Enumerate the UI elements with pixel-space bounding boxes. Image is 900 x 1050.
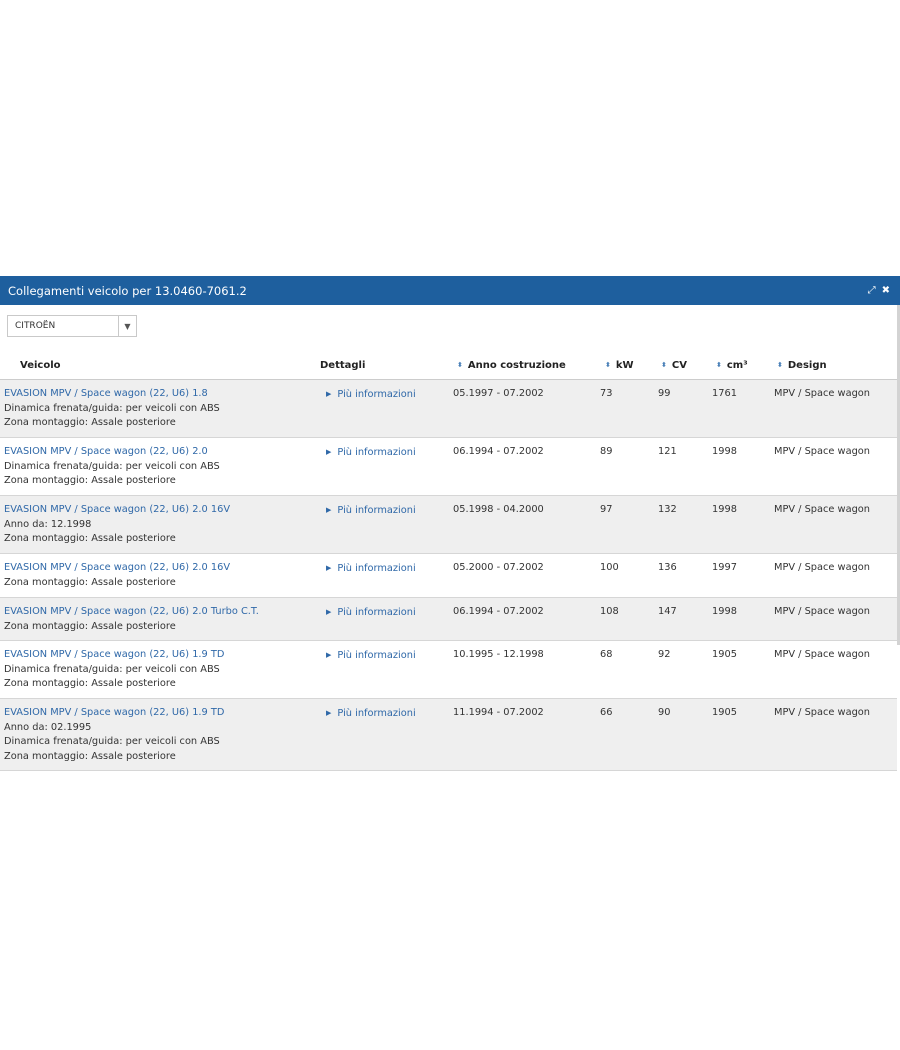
more-info-link[interactable] bbox=[326, 706, 416, 722]
more-info-link[interactable] bbox=[326, 387, 416, 403]
design-cell: MPV / Space wagon bbox=[774, 446, 870, 457]
vehicle-name-link[interactable]: EVASION MPV / Space wagon (22, U6) 1.9 TD bbox=[4, 707, 225, 718]
vehicle-cell bbox=[4, 445, 220, 489]
caret-right-icon: ▶ bbox=[326, 608, 332, 616]
more-info-link[interactable] bbox=[326, 561, 416, 577]
displacement-cell: 1997 bbox=[712, 562, 737, 573]
header-design[interactable] bbox=[777, 360, 827, 371]
dialog-controls bbox=[868, 286, 900, 296]
kw-cell: 100 bbox=[600, 562, 619, 573]
year-range-cell: 06.1994 - 07.2002 bbox=[453, 446, 544, 457]
year-range-cell: 05.1997 - 07.2002 bbox=[453, 388, 544, 399]
design-cell: MPV / Space wagon bbox=[774, 649, 870, 660]
more-info-label: Più informazioni bbox=[337, 447, 416, 458]
more-info-link[interactable] bbox=[326, 648, 416, 664]
manufacturer-select-value: CITROËN bbox=[15, 321, 56, 331]
caret-right-icon: ▶ bbox=[326, 448, 332, 456]
header-cv-label: CV bbox=[671, 360, 687, 371]
header-kw-label: kW bbox=[615, 360, 634, 371]
more-info-label: Più informazioni bbox=[337, 650, 416, 661]
kw-cell: 66 bbox=[600, 707, 613, 718]
vehicle-detail-line: Zona montaggio: Assale posteriore bbox=[4, 576, 176, 588]
manufacturer-select[interactable] bbox=[7, 315, 137, 337]
vehicle-detail-line: Zona montaggio: Assale posteriore bbox=[4, 533, 176, 545]
header-kw[interactable] bbox=[605, 360, 634, 371]
cv-cell: 99 bbox=[658, 388, 671, 399]
chevron-down-icon[interactable]: ▼ bbox=[118, 316, 136, 336]
year-range-cell: 05.1998 - 04.2000 bbox=[453, 504, 544, 515]
vehicle-detail-line: Dinamica frenata/guida: per veicoli con ABS bbox=[4, 460, 220, 472]
vehicle-name-link[interactable]: EVASION MPV / Space wagon (22, U6) 1.9 TD bbox=[4, 649, 225, 660]
vehicle-name-link[interactable]: EVASION MPV / Space wagon (22, U6) 2.0 Turbo C.T. bbox=[4, 606, 259, 617]
header-dettagli: Dettagli bbox=[320, 360, 366, 371]
year-range-cell: 10.1995 - 12.1998 bbox=[453, 649, 544, 660]
header-anno-label: Anno costruzione bbox=[467, 360, 566, 371]
dialog-titlebar bbox=[0, 276, 900, 305]
kw-cell: 73 bbox=[600, 388, 613, 399]
table-row bbox=[0, 496, 897, 554]
vehicle-cell bbox=[4, 706, 224, 764]
design-cell: MPV / Space wagon bbox=[774, 562, 870, 573]
close-icon[interactable]: ✖ bbox=[881, 284, 890, 296]
vehicle-detail-line: Zona montaggio: Assale posteriore bbox=[4, 750, 176, 762]
design-cell: MPV / Space wagon bbox=[774, 388, 870, 399]
vehicle-detail-line: Zona montaggio: Assale posteriore bbox=[4, 678, 176, 690]
cv-cell: 90 bbox=[658, 707, 671, 718]
table-row bbox=[0, 641, 897, 699]
vehicle-cell bbox=[4, 605, 259, 634]
kw-cell: 68 bbox=[600, 649, 613, 660]
more-info-link[interactable] bbox=[326, 503, 416, 519]
more-info-label: Più informazioni bbox=[337, 607, 416, 618]
vehicle-cell bbox=[4, 561, 230, 590]
header-design-label: Design bbox=[787, 360, 827, 371]
more-info-label: Più informazioni bbox=[337, 505, 416, 516]
design-cell: MPV / Space wagon bbox=[774, 606, 870, 617]
cv-cell: 147 bbox=[658, 606, 677, 617]
sort-icon: ⬍ bbox=[716, 361, 721, 369]
vehicle-detail-line: Dinamica frenata/guida: per veicoli con ABS bbox=[4, 736, 220, 748]
kw-cell: 108 bbox=[600, 606, 619, 617]
vehicle-name-link[interactable]: EVASION MPV / Space wagon (22, U6) 2.0 16V bbox=[4, 562, 231, 573]
vehicle-detail-line: Dinamica frenata/guida: per veicoli con ABS bbox=[4, 402, 220, 414]
displacement-cell: 1998 bbox=[712, 446, 737, 457]
vehicle-detail-line: Anno da: 12.1998 bbox=[4, 518, 92, 530]
table-body bbox=[0, 380, 897, 771]
sort-icon: ⬍ bbox=[661, 361, 666, 369]
displacement-cell: 1998 bbox=[712, 504, 737, 515]
more-info-link[interactable] bbox=[326, 445, 416, 461]
table-row bbox=[0, 598, 897, 641]
expand-icon[interactable]: ⤢ bbox=[867, 284, 876, 296]
header-cm[interactable] bbox=[716, 360, 748, 371]
year-range-cell: 11.1994 - 07.2002 bbox=[453, 707, 544, 718]
displacement-cell: 1905 bbox=[712, 649, 737, 660]
header-cm-label: cm³ bbox=[726, 360, 748, 371]
dialog-title: Collegamenti veicolo per 13.0460-7061.2 bbox=[8, 283, 247, 298]
table-row bbox=[0, 554, 897, 598]
vehicle-name-link[interactable]: EVASION MPV / Space wagon (22, U6) 2.0 bbox=[4, 446, 208, 457]
vehicle-detail-line: Anno da: 02.1995 bbox=[4, 721, 92, 733]
cv-cell: 132 bbox=[658, 504, 677, 515]
kw-cell: 89 bbox=[600, 446, 613, 457]
year-range-cell: 06.1994 - 07.2002 bbox=[453, 606, 544, 617]
cv-cell: 121 bbox=[658, 446, 677, 457]
table-row bbox=[0, 438, 897, 496]
table-row bbox=[0, 380, 897, 438]
vehicle-detail-line: Dinamica frenata/guida: per veicoli con ABS bbox=[4, 663, 220, 675]
design-cell: MPV / Space wagon bbox=[774, 504, 870, 515]
more-info-label: Più informazioni bbox=[337, 389, 416, 400]
caret-right-icon: ▶ bbox=[326, 390, 332, 398]
sort-icon: ⬍ bbox=[457, 361, 462, 369]
sort-icon: ⬍ bbox=[605, 361, 610, 369]
year-range-cell: 05.2000 - 07.2002 bbox=[453, 562, 544, 573]
cv-cell: 92 bbox=[658, 649, 671, 660]
displacement-cell: 1998 bbox=[712, 606, 737, 617]
vehicle-cell bbox=[4, 648, 224, 692]
vehicle-cell bbox=[4, 503, 230, 547]
caret-right-icon: ▶ bbox=[326, 564, 332, 572]
caret-right-icon: ▶ bbox=[326, 709, 332, 717]
sort-icon: ⬍ bbox=[777, 361, 782, 369]
displacement-cell: 1905 bbox=[712, 707, 737, 718]
table-row bbox=[0, 699, 897, 771]
more-info-label: Più informazioni bbox=[337, 708, 416, 719]
vehicle-name-link[interactable]: EVASION MPV / Space wagon (22, U6) 1.8 bbox=[4, 388, 208, 399]
header-cv[interactable] bbox=[661, 360, 687, 371]
design-cell: MPV / Space wagon bbox=[774, 707, 870, 718]
more-info-label: Più informazioni bbox=[337, 563, 416, 574]
vehicle-links-dialog bbox=[0, 276, 900, 772]
vehicle-cell bbox=[4, 387, 220, 431]
kw-cell: 97 bbox=[600, 504, 613, 515]
vehicle-name-link[interactable]: EVASION MPV / Space wagon (22, U6) 2.0 16V bbox=[4, 504, 231, 515]
header-anno[interactable] bbox=[457, 360, 566, 371]
table-header bbox=[0, 354, 897, 380]
caret-right-icon: ▶ bbox=[326, 651, 332, 659]
vehicle-detail-line: Zona montaggio: Assale posteriore bbox=[4, 620, 176, 632]
more-info-link[interactable] bbox=[326, 605, 416, 621]
cv-cell: 136 bbox=[658, 562, 677, 573]
vehicle-detail-line: Zona montaggio: Assale posteriore bbox=[4, 475, 176, 487]
caret-right-icon: ▶ bbox=[326, 506, 332, 514]
vehicle-detail-line: Zona montaggio: Assale posteriore bbox=[4, 417, 176, 429]
header-veicolo: Veicolo bbox=[20, 360, 61, 371]
displacement-cell: 1761 bbox=[712, 388, 737, 399]
